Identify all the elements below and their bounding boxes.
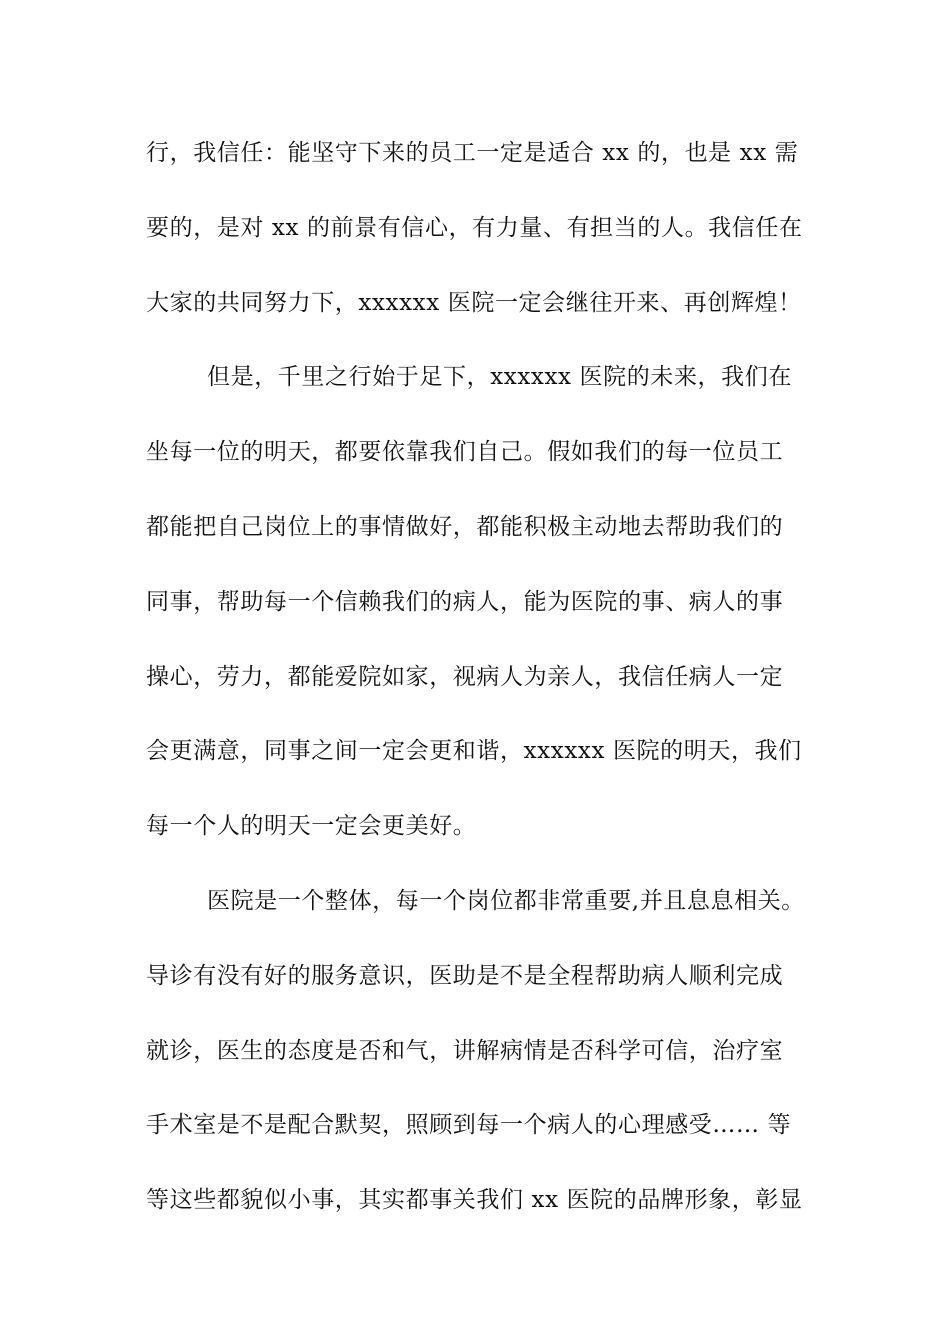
- text-line: 要的，是对 xx 的前景有信心，有力量、有担当的人。我信任在: [146, 214, 803, 241]
- text-line: 手术室是不是配合默契，照顾到每一个病人的心理感受…… 等: [146, 1112, 792, 1139]
- text-line: 操心，劳力，都能爱院如家，视病人为亲人，我信任病人一定: [146, 663, 784, 690]
- text-line: 导诊有没有好的服务意识，医助是不是全程帮助病人顺利完成: [146, 962, 784, 989]
- text-line: 行，我信任：能坚守下来的员工一定是适合 xx 的，也是 xx 需: [146, 140, 799, 166]
- document-body: [146, 134, 826, 1256]
- text-line: 每一个人的明天一定会更美好。: [146, 813, 477, 840]
- paragraph-start-line: 但是，千里之行始于足下，xxxxxx 医院的未来，我们在: [207, 364, 792, 391]
- text-line: 会更满意，同事之间一定会更和谐，xxxxxx 医院的明天，我们: [146, 738, 802, 765]
- text-line: 都能把自己岗位上的事情做好，都能积极主动地去帮助我们的: [146, 513, 784, 540]
- text-line: 坐每一位的明天，都要依靠我们自己。假如我们的每一位员工: [146, 439, 784, 466]
- text-line: 等这些都貌似小事，其实都事关我们 xx 医院的品牌形象，彰显: [146, 1187, 803, 1214]
- text-line: 就诊，医生的态度是否和气，讲解病情是否科学可信，治疗室: [146, 1037, 784, 1064]
- text-line: 大家的共同努力下，xxxxxx 医院一定会继往开来、再创辉煌！: [146, 289, 802, 316]
- paragraph-start-line: 医院是一个整体，每一个岗位都非常重要,并且息息相关。: [207, 887, 805, 914]
- text-line: 同事，帮助每一个信赖我们的病人，能为医院的事、病人的事: [146, 588, 784, 615]
